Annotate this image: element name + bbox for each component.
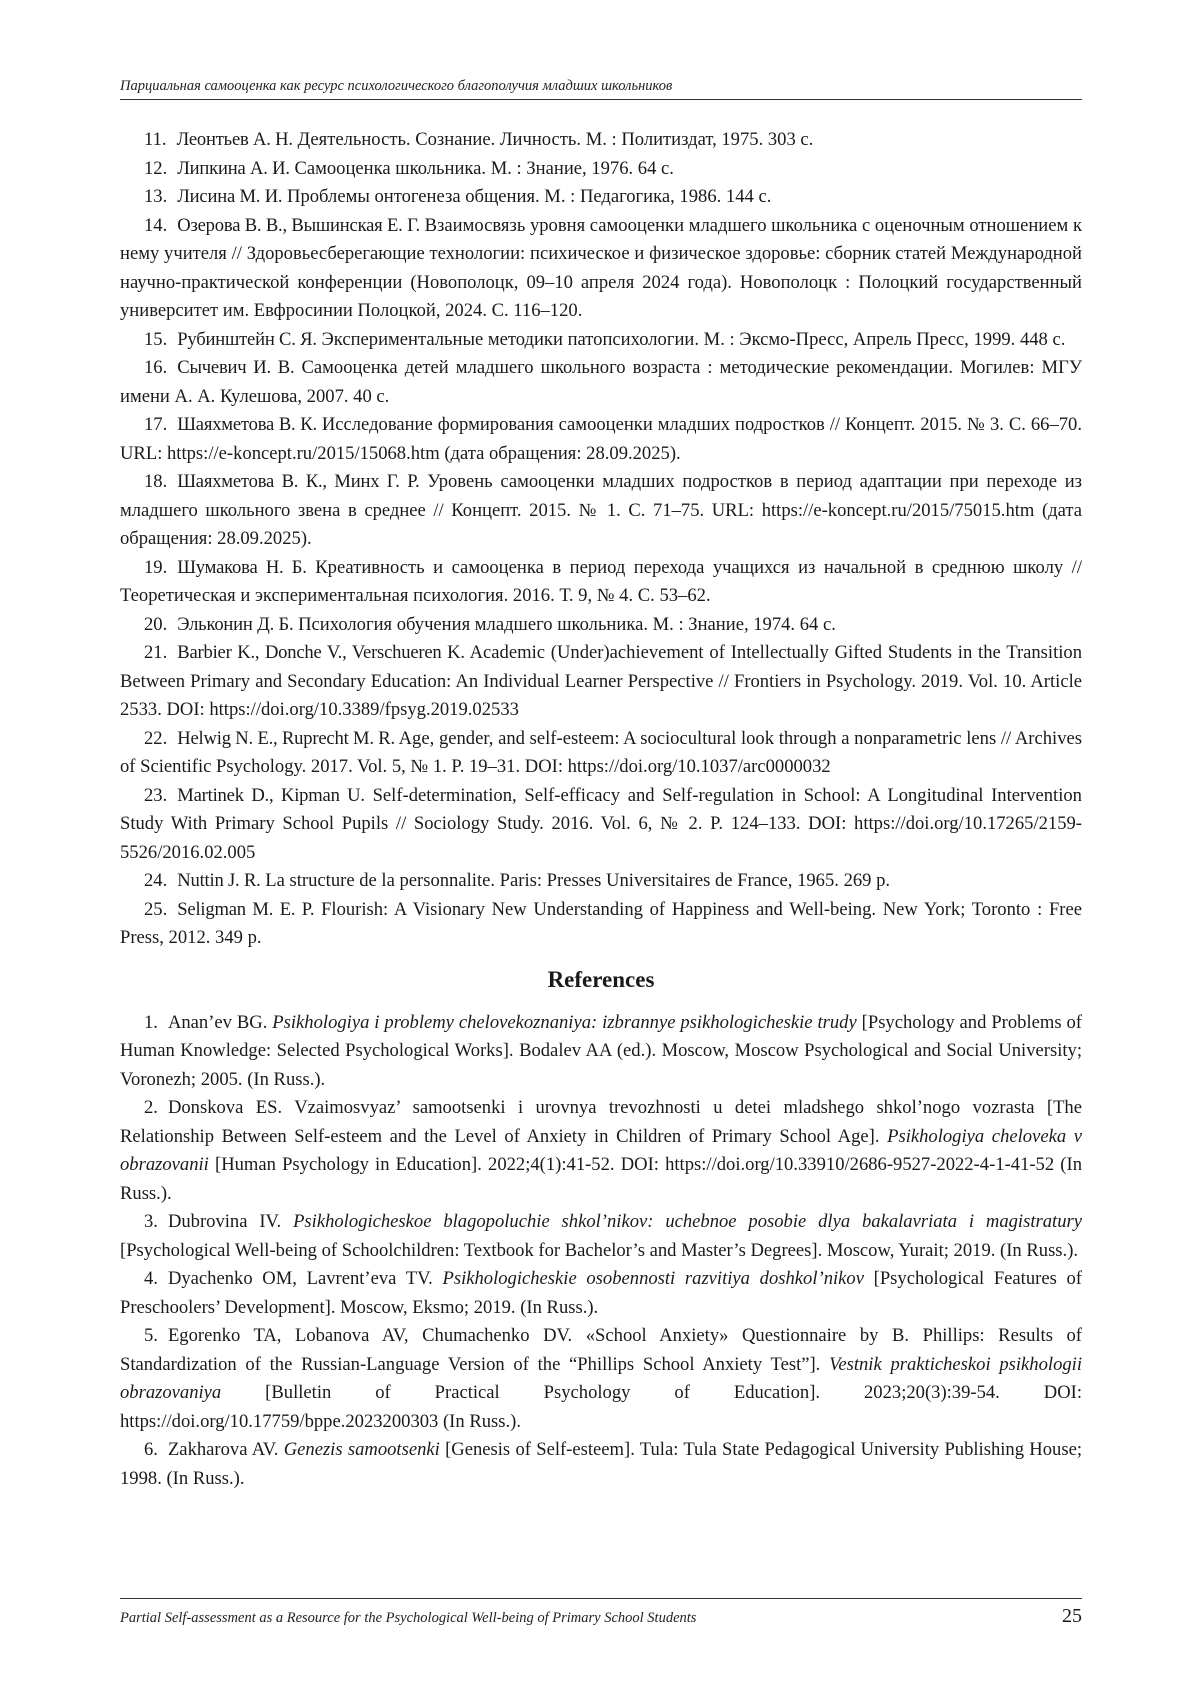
reference-italic-title: Vestnik prakticheskoi psikhologii obrazovaniya <box>120 1353 1082 1403</box>
reference-text: Самооценка школьника. М. : Знание, 1976. 64 с. <box>294 157 674 179</box>
reference-number: 22. <box>144 727 168 749</box>
reference-author: Липкина А. И. <box>177 157 290 179</box>
reference-author: Шаяхметова В. К., Минх Г. Р. <box>177 471 420 492</box>
reference-item <box>120 126 1082 155</box>
reference-number: 11. <box>144 129 167 150</box>
reference-item <box>120 411 1082 468</box>
reference-text: Проблемы онтогенеза общения. М. : Педагогика, 1986. 144 с. <box>287 186 772 207</box>
reference-number: 5. <box>144 1325 158 1346</box>
reference-item <box>120 725 1082 782</box>
reference-item <box>120 468 1082 554</box>
reference-text: Самооценка детей младшего школьного возраста : методические рекомендации. Могилев: МГУ имени А. А. Кулешова, 2007. 40 с. <box>120 357 1082 407</box>
reference-text-after: [Human Psychology in Education]. 2022;4(1):41-52. DOI: https://doi.org/10.33910/2686-9527-2022-4-1-41-52 (In Russ.). <box>120 1154 1082 1204</box>
reference-text-before: Dyachenko OM, Lavrent’eva TV. <box>167 1268 443 1289</box>
reference-number: 14. <box>144 214 168 236</box>
reference-number: 6. <box>144 1439 158 1460</box>
reference-number: 16. <box>144 357 168 378</box>
reference-item <box>120 326 1082 355</box>
reference-author: Шумакова Н. Б. <box>177 556 307 578</box>
reference-italic-title: Psikhologiya cheloveka v obrazovanii <box>120 1125 1083 1175</box>
reference-italic-title: Psikhologiya i problemy chelovekoznaniya: izbrannye psikhologicheskie trudy <box>272 1011 857 1033</box>
reference-item <box>120 639 1082 725</box>
reference-author: Nuttin J. R. <box>177 870 261 891</box>
reference-author: Озерова В. В., Вышинская Е. Г. <box>177 214 420 236</box>
reference-text-after: [Psychology and Problems of Human Knowledge: Selected Psychological Works]. Bodalev AA (ed.). Moscow, Moscow Psychological and Social University; Voronezh; 2005. (In Russ.). <box>120 1011 1082 1090</box>
reference-number: 24. <box>144 870 168 891</box>
reference-item <box>120 1265 1082 1322</box>
running-header: Парциальная самооценка как ресурс психологического благополучия младших школьников <box>120 78 1082 100</box>
reference-item <box>120 212 1082 326</box>
reference-text-before: Egorenko TA, Lobanova AV, Chumachenko DV. «School Anxiety» Questionnaire by B. Phillips: Results of Standardization of the Russian-Language Version of the “Phillips School Anxiety Test”]. <box>120 1325 1082 1375</box>
english-reference-list <box>120 1009 1082 1494</box>
reference-text-before: Anan’ev BG. <box>167 1011 273 1033</box>
reference-text-after: [Genesis of Self-esteem]. Tula: Tula State Pedagogical University Publishing House; 1998. (In Russ.). <box>120 1439 1082 1489</box>
reference-author: Рубинштейн С. Я. <box>177 328 317 350</box>
reference-text: Креативность и самооценка в период перехода учащихся из начальной в среднюю школу // Теоретическая и экспериментальная психология. 2016. Т. 9, № 4. С. 53–62. <box>120 556 1082 606</box>
reference-author: Martinek D., Kipman U. <box>177 784 365 806</box>
reference-text: Психология обучения младшего школьника. М. : Знание, 1974. 64 с. <box>298 613 836 635</box>
reference-number: 20. <box>144 613 168 635</box>
footer-title: Partial Self-assessment as a Resource for the Psychological Well-being of Primary School Students <box>120 1610 697 1626</box>
reference-author: Seligman M. E. P. <box>177 898 315 920</box>
reference-text: Age, gender, and self-esteem: A sociocultural look through a nonparametric lens // Archives of Scientific Psychology. 2017. Vol. 5, № 1. P. 19–31. DOI: https://doi.org/10.1037/arc0000032 <box>120 727 1082 777</box>
reference-text: Взаимосвязь уровня самооценки младшего школьника с оценочным отношением к нему учителя // Здоровьесберегающие технологии: психическое и физическое здоровье: сборник статей Международной научно-практической конференции (Новополоцк, 09–10 апреля 2024 года). Новополоцк : Полоцкий государственный университет им. Евфросинии Полоцкой, 2024. С. 116–120. <box>120 214 1082 321</box>
reference-text: Self-determination, Self-efficacy and Self-regulation in School: A Longitudinal Intervention Study With Primary School Pupils // Sociology Study. 2016. Vol. 6, № 2. P. 124–133. DOI: https://doi.org/10.17265/2159-5526/2016.02.005 <box>120 784 1082 863</box>
reference-item <box>120 354 1082 411</box>
reference-number: 23. <box>144 784 168 806</box>
reference-author: Сычевич И. В. <box>177 357 295 378</box>
reference-text: La structure de la personnalite. Paris: Presses Universitaires de France, 1965. 269 p. <box>265 870 891 891</box>
reference-item <box>120 183 1082 212</box>
reference-text: Уровень самооценки младших подростков в период адаптации при переходе из младшего школьного звена в среднее // Концепт. 2015. № 1. С. 71–75. URL: https://e-koncept.ru/2015/75015.htm (дата обращения: 28.09.2025). <box>120 471 1082 549</box>
reference-text: Экспериментальные методики патопсихологии. М. : Эксмо-Пресс, Апрель Пресс, 1999. 448 с. <box>321 328 1066 350</box>
russian-reference-list <box>120 126 1082 953</box>
reference-text-before: Donskova ES. Vzaimosvyaz’ samootsenki i urovnya trevozhnosti u detei mladshego shkol’nogo vozrasta [The Relationship Between Self-esteem and the Level of Anxiety in Children of Primary School Age]. <box>120 1097 1082 1147</box>
reference-item <box>120 554 1082 611</box>
reference-item <box>120 1322 1082 1436</box>
reference-number: 12. <box>144 157 168 179</box>
reference-item <box>120 611 1082 640</box>
reference-number: 1. <box>144 1011 158 1033</box>
reference-text-after: [Psychological Features of Preschoolers’ Development]. Moscow, Eksmo; 2019. (In Russ.). <box>120 1268 1082 1318</box>
reference-item <box>120 1436 1082 1493</box>
references-heading: References <box>547 966 655 992</box>
reference-number: 19. <box>144 556 168 578</box>
reference-italic-title: Psikhologicheskoe blagopoluchie shkol’nikov: uchebnoe posobie dlya bakalavriata i magistratury <box>293 1211 1082 1232</box>
reference-author: Эльконин Д. Б. <box>177 613 294 635</box>
reference-number: 25. <box>144 898 168 920</box>
reference-item <box>120 867 1082 896</box>
reference-text-before: Zakharova AV. <box>167 1439 284 1460</box>
reference-number: 4. <box>144 1268 158 1289</box>
reference-text: Деятельность. Сознание. Личность. М. : Политиздат, 1975. 303 с. <box>297 129 814 150</box>
reference-author: Леонтьев А. Н. <box>176 129 293 150</box>
reference-text: Academic (Under)achievement of Intellectually Gifted Students in the Transition Between Primary and Secondary Education: An Individual Learner Perspective // Frontiers in Psychology. 2019. Vol. 10. Article 2533. DOI: https://doi.org/10.3389/fpsyg.2019.02533 <box>120 642 1083 720</box>
reference-author: Helwig N. E., Ruprecht M. R. <box>177 727 395 749</box>
reference-author: Barbier K., Donche V., Verschueren K. <box>177 642 465 663</box>
reference-author: Лисина М. И. <box>177 186 283 207</box>
reference-text: Flourish: A Visionary New Understanding of Happiness and Well-being. New York; Toronto : Free Press, 2012. 349 p. <box>120 898 1082 948</box>
reference-author: Шаяхметова В. К. <box>177 414 317 435</box>
reference-text-after: [Bulletin of Practical Psychology of Education]. 2023;20(3):39-54. DOI: https://doi.org/10.17759/bppe.2023200303 (In Russ.). <box>120 1382 1082 1432</box>
reference-number: 3. <box>144 1211 158 1232</box>
reference-item <box>120 896 1082 953</box>
reference-item <box>120 155 1082 184</box>
reference-text-before: Dubrovina IV. <box>167 1211 294 1232</box>
reference-text: Исследование формирования самооценки младших подростков // Концепт. 2015. № 3. С. 66–70. URL: https://e-koncept.ru/2015/15068.htm (дата обращения: 28.09.2025). <box>120 414 1082 464</box>
reference-number: 18. <box>144 471 168 492</box>
page-footer <box>120 1598 1082 1628</box>
reference-item <box>120 1094 1082 1208</box>
reference-number: 13. <box>144 186 168 207</box>
page-body <box>120 126 1082 1493</box>
reference-italic-title: Psikhologicheskie osobennosti razvitiya doshkol’nikov <box>442 1268 864 1289</box>
page-number: 25 <box>1062 1605 1082 1627</box>
reference-text-after: [Psychological Well-being of Schoolchildren: Textbook for Bachelor’s and Master’s Degrees]. Moscow, Yurait; 2019. (In Russ.). <box>120 1239 1079 1261</box>
reference-number: 21. <box>144 642 168 663</box>
reference-item <box>120 1009 1082 1095</box>
reference-number: 2. <box>144 1097 158 1118</box>
reference-item <box>120 782 1082 868</box>
reference-italic-title: Genezis samootsenki <box>283 1439 440 1460</box>
reference-number: 17. <box>144 414 168 435</box>
reference-number: 15. <box>144 328 168 350</box>
reference-item <box>120 1208 1082 1265</box>
